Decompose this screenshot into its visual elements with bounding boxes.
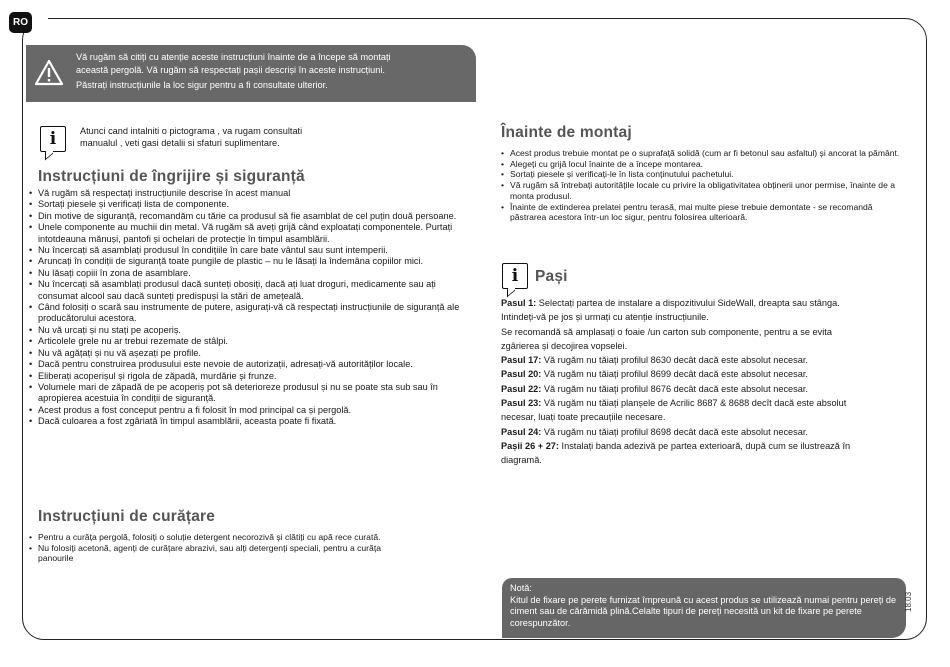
care-list-item: • Nu lăsați copiii în zona de asamblare. [28,268,468,279]
warning-triangle-icon [34,59,64,86]
before-title: Înainte de montaj [501,124,632,141]
care-list-item: • Nu vă urcați și nu stați pe acoperiș. [28,325,468,336]
step-20: Pasul 20: Vă rugăm nu tăiați profilul 8699 decât dacă este absolut necesar. [501,369,808,380]
care-list-item: • Nu vă agățați și nu vă așezați pe profile. [28,348,468,359]
cleaning-title: Instrucțiuni de curățare [38,508,216,525]
warning-line-2: această pergolă. Vă rugăm să respectați pașii descriși în aceste instrucțiuni. [76,64,385,75]
warning-text [76,51,471,92]
care-list-item: • Articolele grele nu ar trebui rezemate de stâlpi. [28,336,468,347]
warning-banner [26,45,476,102]
info-icon: i [40,126,66,152]
note-text: Kitul de fixare pe perete furnizat împreună cu acest produs se utilizează numai pentru pereți de ciment sau de cărămidă plină.Celalte tipuri de pereți necesită un kit de fixare pe perete corespunzător. [510,594,897,628]
step-23-line-2: necesar, luați toate precauțiile necesare. [501,412,666,423]
step-22: Pasul 22: Vă rugăm nu tăiați profilul 8676 decât dacă este absolut necesar. [501,383,808,394]
care-list-item: • Acest produs a fost conceput pentru a fi folosit în mod principal ca și pergolă. [28,405,468,416]
before-list-item: • Vă rugăm să întrebați autoritățile locale cu privire la obligativitatea obținerii unor permise, înainte de a monta produsul. [500,180,905,201]
step-17: Pasul 17: Vă rugăm nu tăiați profilul 8630 decât dacă este absolut necesar. [501,355,808,366]
before-list-item: • Alegeți cu grijă locul înainte de a începe montarea. [500,159,905,170]
care-list-item: • Sortați piesele și verificați lista de componente. [28,199,468,210]
steps-title: Pași [535,268,568,285]
warning-line-3: Păstrați instrucțiunile la loc sigur pentru a fi consultate ulterior. [76,80,328,90]
step-23: Pasul 23: Vă rugăm nu tăiați planșele de Acrilic 8687 & 8688 decît dacă este absolut [501,398,847,409]
note-label: Notă: [510,583,532,593]
cleaning-list [28,532,398,564]
care-title: Instrucțiuni de îngrijire și siguranță [38,168,305,185]
info-note-line-2: manualul , veti gasi detalii si sfaturi suplimentare. [80,137,280,148]
step-26-27-line-2: diagramă. [501,455,542,466]
step-26-27: Pașii 26 + 27: Instalați banda adezivă pe partea exterioară, după cum se ilustrează în [501,440,851,451]
step-1-line-4: zgârierea și decojirea vopselei. [501,340,628,351]
step-1-line-3: Se recomandă să amplasați o foaie /un carton sub componente, pentru a se evita [501,326,832,337]
care-list-item: • Unele componente au muchii din metal. Vă rugăm să aveți grijă când exploatați componentele. Purtați intotdeauna mănuși, pantofi și ochelari de protecție în timpul asamblării. [28,222,468,245]
care-list-item: • Vă rugăm să respectați instrucțiunile descrise în acest manual [28,188,468,199]
care-list-item: • Nu încercați să asamblați produsul în condițiile în care bate vântul sau sunt intemperii. [28,245,468,256]
care-list [28,188,468,428]
before-list-item: • Înainte de extinderea prelatei pentru terasă, mai multe piese trebuie demontate - se recomandă păstrarea acestora într-un loc sigur, pentru folosirea ulterioară. [500,202,905,223]
language-badge: RO [9,12,32,33]
cleaning-list-item: • Nu folosiți acetonă, agenți de curățare abrazivi, sau alți detergenți speciali, pentru a curăța panourile [28,543,398,564]
step-1-line-2: Intindeți-vă pe jos și urmați cu atenție instrucțiunile. [501,312,709,323]
care-list-item: • Volumele mari de zăpadă de pe acoperiș pot să deterioreze produsul și nu se poate sta sub sau în apropierea acestuia în condiții de siguranță. [28,382,468,405]
care-list-item: • Când folosiți o scară sau instrumente de putere, asigurați-vă că respectați instrucțiunile de siguranță ale producătorului acestora. [28,302,468,325]
care-list-item: • Nu încercați să asamblați produsul dacă sunteți obosiți, dacă ați luat droguri, medicamente sau ați consumat alcool sau dacă sunteți predispuși la stări de amețeală. [28,279,468,302]
care-list-item: • Eliberați acoperișul și rigola de zăpadă, murdărie și frunze. [28,371,468,382]
steps-info-icon: i [502,263,528,289]
steps-text [501,296,906,468]
version-code: 18.03 [904,591,913,612]
warning-line-1: Vă rugăm să citiți cu atenție aceste instrucțiuni înainte de a începe să montați [76,52,391,62]
info-note-line-1: Atunci cand intalniti o pictograma , va rugam consultati [80,126,303,136]
note-box [502,578,906,638]
cleaning-list-item: • Pentru a curăța pergolă, folosiți o soluție detergent necorozivă și clătiți cu apă rece curată. [28,532,398,543]
before-list-item: • Acest produs trebuie montat pe o suprafață solidă (cum ar fi betonul sau asfaltul) și ancorat la pământ. [500,148,905,159]
care-list-item: • Din motive de siguranță, recomandăm cu tărie ca produsul să fie asamblat de cel puțin două persoane. [28,211,468,222]
before-list [500,148,905,223]
step-24: Pasul 24: Vă rugăm nu tăiați profilul 8698 decât dacă este absolut necesar. [501,426,808,437]
before-list-item: • Sortați piesele și verificați-le în lista conținutului pachetului. [500,169,905,180]
step-1: Pasul 1: Selectați partea de instalare a dispozitivului SideWall, dreapta sau stânga. [501,298,840,308]
info-note [80,126,380,149]
care-list-item: • Dacă culoarea a fost zgâriată în timpul asamblării, aceasta poate fi fixată. [28,416,468,427]
care-list-item: • Dacă pentru construirea produsului este nevoie de autorizații, adresați-vă autorităților locale. [28,359,468,370]
care-list-item: • Aruncați în condiții de siguranță toate pungile de plastic – nu le lăsați la îndemâna copiilor mici. [28,256,468,267]
